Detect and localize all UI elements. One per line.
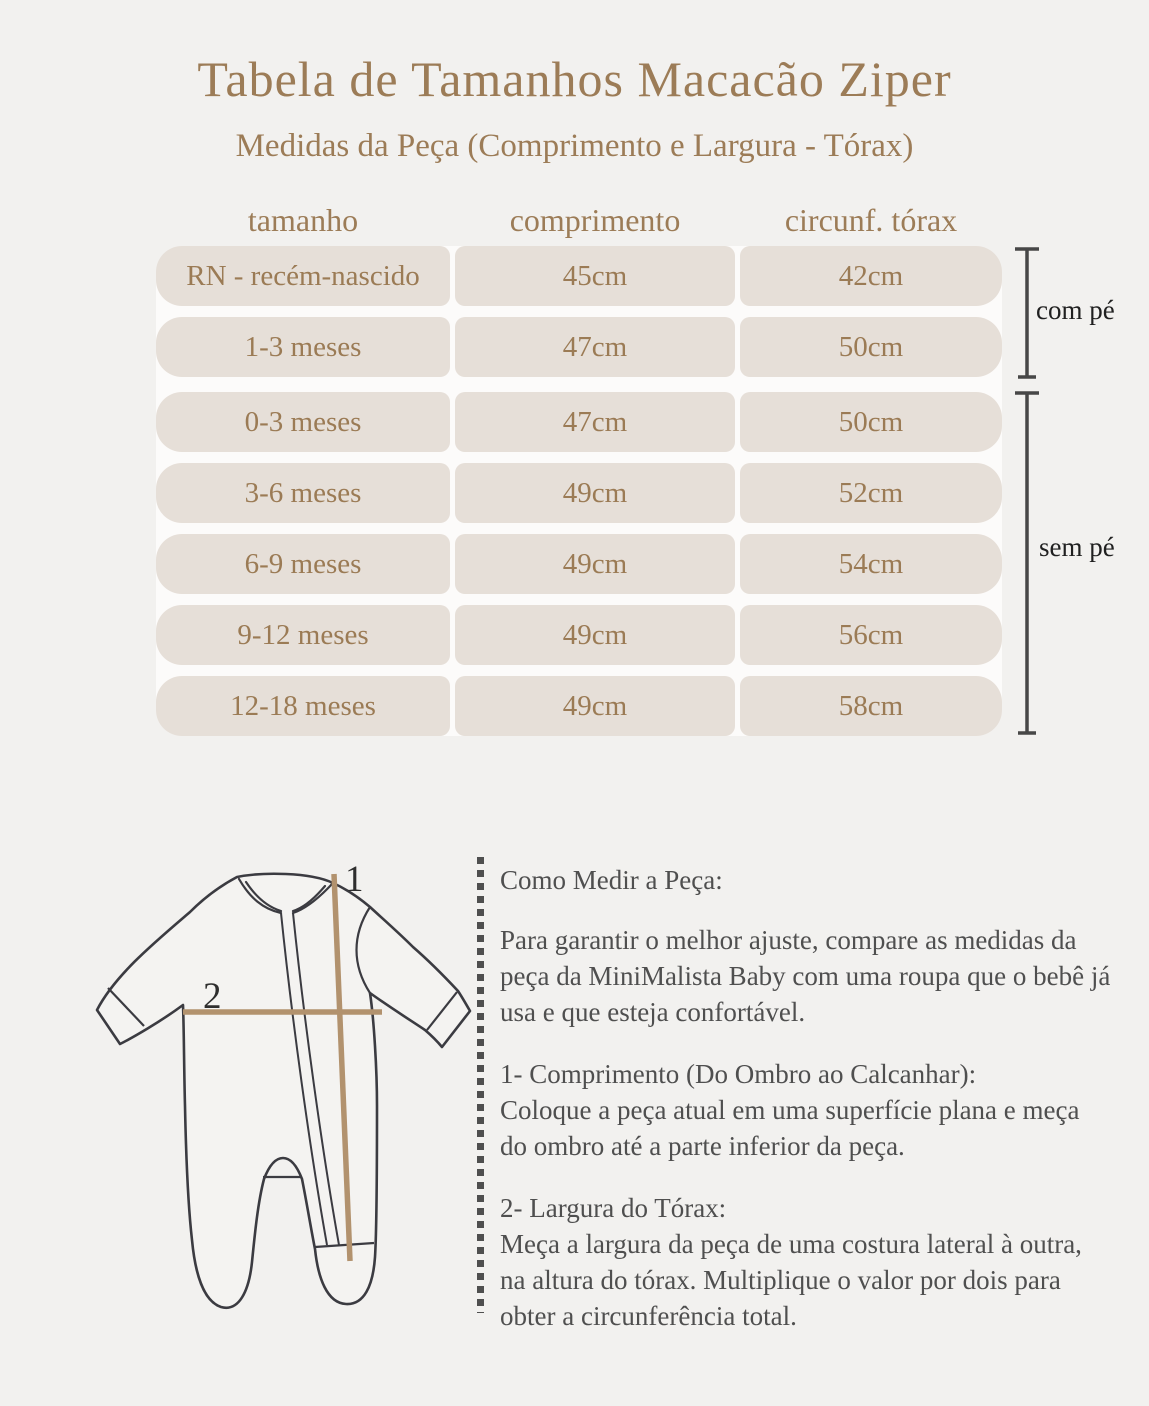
cell-length: 45cm [455,246,735,306]
table-row [156,388,1002,452]
table-row [156,463,1002,523]
cell-size: 1-3 meses [156,317,450,377]
label-without-feet: sem pé [1039,532,1115,562]
instructions-section-length [500,1056,1145,1164]
measuring-instructions [500,862,1145,1334]
label-with-feet: com pé [1036,295,1115,325]
table-row [156,676,1002,736]
table-row [156,246,1002,306]
instruction-line: na altura do tórax. Multiplique o valor por dois para [500,1265,1061,1295]
cell-length: 49cm [455,534,735,594]
instruction-line: Meça a largura da peça de uma costura lateral à outra, [500,1229,1082,1259]
instruction-line: do ombro até a parte inferior da peça. [500,1131,905,1161]
section-heading: 1- Comprimento (Do Ombro ao Calcanhar): [500,1059,977,1089]
instruction-line: usa e que esteja confortável. [500,997,806,1027]
dotted-divider [477,857,484,1313]
cell-chest: 52cm [740,463,1002,523]
page-subtitle: Medidas da Peça (Comprimento e Largura - Tórax) [235,128,914,164]
cell-size: 0-3 meses [156,392,450,452]
cell-length: 49cm [455,676,735,736]
page-title: Tabela de Tamanhos Macacão Ziper [197,51,952,107]
cell-size: 3-6 meses [156,463,450,523]
instructions-section-width [500,1190,1145,1334]
instruction-line: Coloque a peça atual em uma superfície plana e meça [500,1095,1080,1125]
cell-size: 12-18 meses [156,676,450,736]
cell-chest: 54cm [740,534,1002,594]
measure-marker-2: 2 [203,976,222,1017]
instruction-line: obter a circunferência total. [500,1301,797,1331]
instructions-title: Como Medir a Peça: [500,865,723,895]
cell-chest: 50cm [740,392,1002,452]
cell-length: 47cm [455,317,735,377]
table-header-row [156,198,1002,242]
instructions-intro [500,922,1145,1030]
cell-size: 9-12 meses [156,605,450,665]
column-header-size: tamanho [247,202,359,238]
column-header-chest: circunf. tórax [784,202,958,238]
section-heading: 2- Largura do Tórax: [500,1193,727,1223]
cell-chest: 50cm [740,317,1002,377]
cell-chest: 56cm [740,605,1002,665]
table-body [156,246,1002,736]
instruction-line: Para garantir o melhor ajuste, compare as medidas da [500,925,1077,955]
table-row [156,534,1002,594]
cell-size: 6-9 meses [156,534,450,594]
cell-chest: 58cm [740,676,1002,736]
size-table [156,198,1002,736]
romper-diagram [80,850,480,1345]
cell-length: 47cm [455,392,735,452]
column-header-length: comprimento [509,202,681,238]
instruction-line: peça da MiniMalista Baby com uma roupa que o bebê já [500,961,1111,991]
bracket-without-feet [1012,390,1042,736]
table-row [156,605,1002,665]
table-row [156,317,1002,377]
cell-length: 49cm [455,605,735,665]
cell-chest: 42cm [740,246,1002,306]
measure-marker-1: 1 [345,859,364,900]
cell-size: RN - recém-nascido [156,246,450,306]
cell-length: 49cm [455,463,735,523]
